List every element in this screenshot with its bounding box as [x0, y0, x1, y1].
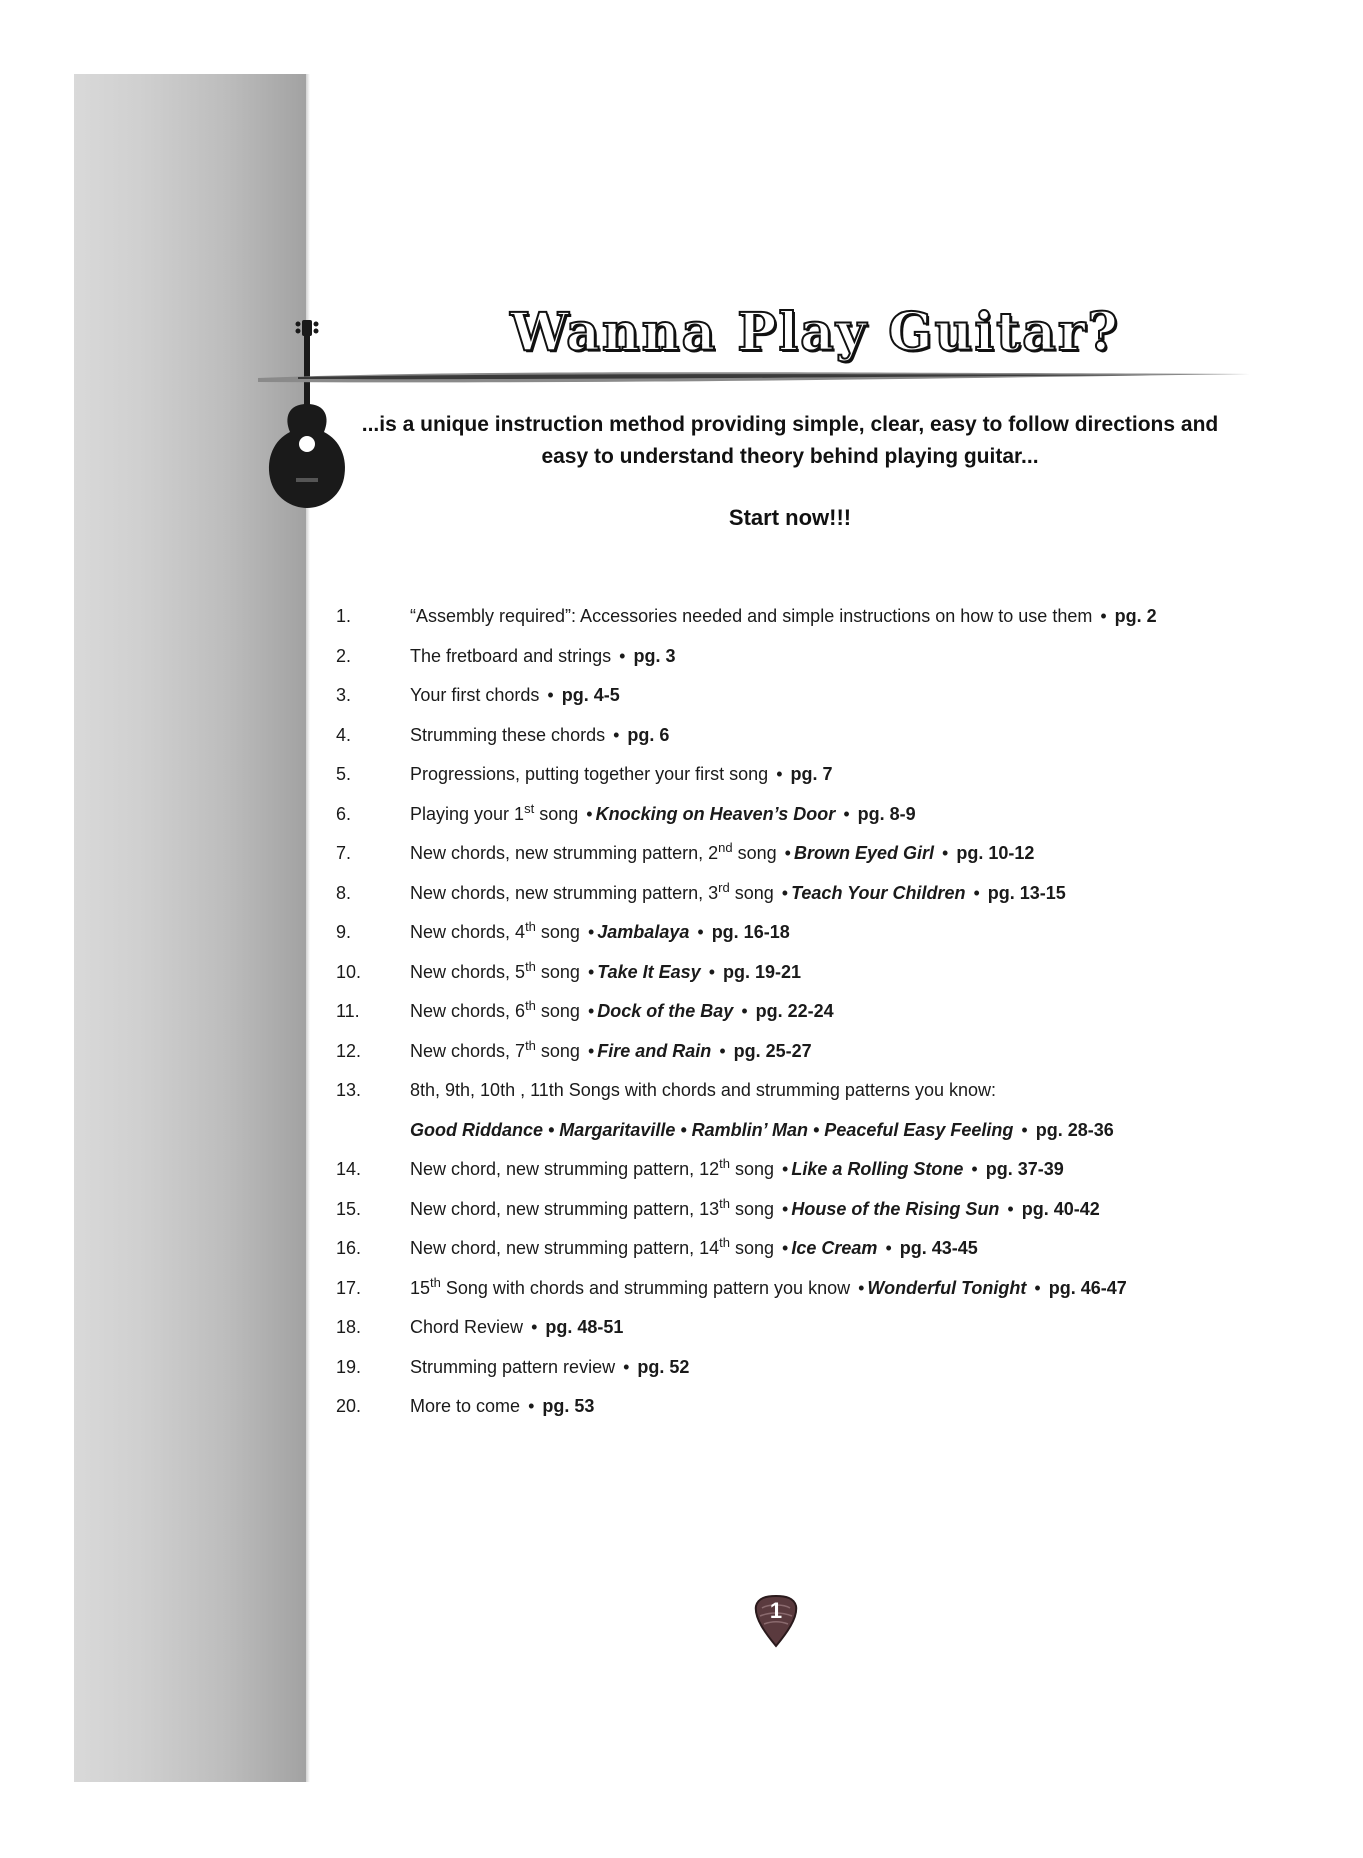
toc-title-rest: song	[535, 1001, 580, 1021]
toc-page: pg. 7	[790, 764, 833, 784]
toc-title: 8th, 9th, 10th , 11th Songs with chords and strumming patterns you know:	[410, 1080, 996, 1100]
toc-text: New chords, 5th song • Take It Easy • pg. 19-21	[410, 958, 802, 982]
toc-page: pg. 46-47	[1048, 1277, 1127, 1298]
toc-number: 6.	[336, 803, 352, 824]
toc-text: More to come • pg. 53	[410, 1396, 595, 1416]
intro-line-1: ...is a unique instruction method providing simple, clear, easy to follow directions and	[361, 413, 1219, 436]
toc-title: New chords, 5	[410, 961, 526, 982]
toc-title-rest: song	[729, 1198, 775, 1219]
toc-row	[336, 758, 1236, 798]
toc-title: Your first chords	[410, 685, 540, 705]
toc-number: 13.	[336, 1080, 362, 1100]
toc-row	[336, 1311, 1236, 1351]
toc-row	[336, 1153, 1236, 1193]
toc-song: Jambalaya	[597, 922, 690, 942]
toc-title-rest: song	[732, 843, 777, 863]
toc-title: New chord, new strumming pattern, 12	[410, 1159, 720, 1179]
toc-row	[336, 1193, 1236, 1233]
toc-text: New chord, new strumming pattern, 13th song • House of the Rising Sun • pg. 40-42	[410, 1195, 1100, 1219]
ordinal-suffix: th	[525, 1037, 536, 1053]
toc-text: Strumming these chords • pg. 6	[410, 724, 670, 745]
ordinal-suffix: rd	[718, 879, 730, 895]
toc-number: 10.	[336, 961, 362, 982]
toc-row	[336, 956, 1236, 996]
title-underline-divider	[258, 366, 1250, 388]
toc-page: pg. 25-27	[733, 1040, 812, 1061]
toc-title-rest: song	[729, 1238, 775, 1258]
toc-title: 15	[410, 1277, 431, 1298]
toc-number: 8.	[336, 882, 352, 903]
toc-text: New chords, new strumming pattern, 2nd song • Brown Eyed Girl • pg. 10-12	[410, 840, 1035, 863]
toc-page: pg. 48-51	[545, 1317, 624, 1337]
start-now-heading: Start now!!!	[728, 505, 852, 530]
toc-text: New chord, new strumming pattern, 12th song • Like a Rolling Stone • pg. 37-39	[410, 1156, 1064, 1179]
toc-text: New chords, new strumming pattern, 3rd song • Teach Your Children • pg. 13-15	[410, 879, 1066, 903]
toc-page: pg. 53	[542, 1396, 595, 1416]
toc-number: 17.	[336, 1277, 362, 1298]
toc-song: Take It Easy	[597, 961, 701, 982]
toc-row	[336, 877, 1236, 917]
intro-line-2: easy to understand theory behind playing guitar...	[541, 445, 1039, 468]
toc-number: 18.	[336, 1317, 362, 1337]
toc-row	[336, 600, 1236, 640]
toc-page: pg. 43-45	[899, 1238, 978, 1258]
toc-row	[336, 1390, 1236, 1430]
ordinal-suffix: th	[719, 1195, 730, 1211]
toc-title-rest: song	[535, 961, 580, 982]
toc-page: pg. 10-12	[956, 843, 1035, 863]
toc-text: Good Riddance • Margaritaville • Ramblin’ Man • Peaceful Easy Feeling • pg. 28-36	[410, 1119, 1114, 1140]
toc-row	[336, 995, 1236, 1035]
toc-title: Playing your 1	[410, 803, 525, 824]
toc-row	[336, 1351, 1236, 1391]
ordinal-suffix: th	[719, 1235, 730, 1250]
toc-text: Strumming pattern review • pg. 52	[410, 1356, 690, 1377]
toc-title: Strumming these chords	[410, 724, 606, 745]
toc-page: pg. 3	[633, 645, 676, 666]
toc-row	[336, 1035, 1236, 1075]
ordinal-suffix: th	[719, 1156, 730, 1171]
toc-title-rest: song	[534, 803, 579, 824]
toc-song: Ice Cream	[791, 1238, 878, 1258]
toc-row	[336, 719, 1236, 759]
toc-text: New chord, new strumming pattern, 14th song • Ice Cream • pg. 43-45	[410, 1235, 978, 1258]
toc-title: Chord Review	[410, 1317, 524, 1337]
toc-song: Like a Rolling Stone	[791, 1159, 964, 1179]
toc-text: Playing your 1st song • Knocking on Heaven’s Door • pg. 8-9	[410, 800, 916, 824]
toc-number: 3.	[336, 685, 352, 705]
toc-song: Brown Eyed Girl	[793, 843, 935, 863]
toc-text: Chord Review • pg. 48-51	[410, 1317, 624, 1337]
toc-number: 19.	[336, 1356, 362, 1377]
toc-page: pg. 28-36	[1035, 1119, 1114, 1140]
toc-row	[336, 1114, 1236, 1154]
toc-page: pg. 13-15	[987, 882, 1066, 903]
toc-number: 9.	[336, 922, 352, 942]
toc-row	[336, 1074, 1236, 1114]
ordinal-suffix: nd	[718, 840, 733, 855]
toc-title-rest: Song with chords and strumming pattern you know	[440, 1277, 851, 1298]
toc-page: pg. 19-21	[723, 961, 802, 982]
toc-page: pg. 40-42	[1021, 1198, 1100, 1219]
toc-row	[336, 679, 1236, 719]
toc-title: New chord, new strumming pattern, 13	[410, 1198, 720, 1219]
toc-page: pg. 16-18	[711, 922, 790, 942]
toc-number: 4.	[336, 724, 352, 745]
toc-song: Fire and Rain	[597, 1040, 712, 1061]
toc-song: House of the Rising Sun	[791, 1198, 1000, 1219]
toc-page: pg. 8-9	[857, 803, 916, 824]
toc-song: Wonderful Tonight	[867, 1277, 1027, 1298]
toc-number: 1.	[336, 606, 352, 626]
toc-title: New chord, new strumming pattern, 14	[410, 1238, 720, 1258]
toc-text: New chords, 4th song • Jambalaya • pg. 16-18	[410, 919, 790, 942]
toc-title: New chords, 6	[410, 1001, 526, 1021]
toc-number: 20.	[336, 1396, 362, 1416]
toc-row	[336, 798, 1236, 838]
toc-number: 14.	[336, 1159, 362, 1179]
toc-title: The fretboard and strings	[410, 645, 612, 666]
toc-song: Teach Your Children	[791, 882, 966, 903]
ordinal-suffix: th	[525, 919, 536, 934]
page-title: Wanna Play Guitar?	[510, 302, 1120, 363]
toc-title: Strumming pattern review	[410, 1356, 616, 1377]
toc-text: New chords, 6th song • Dock of the Bay • pg. 22-24	[410, 998, 834, 1021]
toc-row	[336, 837, 1236, 877]
toc-row	[336, 916, 1236, 956]
toc-title: “Assembly required”: Accessories needed and simple instructions on how to use them	[410, 606, 1093, 626]
toc-title: New chords, 4	[410, 922, 526, 942]
toc-text: “Assembly required”: Accessories needed and simple instructions on how to use them • pg. 2	[410, 606, 1157, 626]
page-number: 1	[769, 1598, 783, 1623]
toc-title-rest: song	[729, 882, 774, 903]
toc-row	[336, 640, 1236, 680]
toc-title: New chords, 7	[410, 1040, 526, 1061]
toc-page: pg. 4-5	[561, 685, 620, 705]
toc-text: New chords, 7th song • Fire and Rain • pg. 25-27	[410, 1037, 812, 1061]
toc-page: pg. 37-39	[985, 1159, 1064, 1179]
toc-number: 2.	[336, 645, 352, 666]
ordinal-suffix: st	[524, 800, 535, 816]
intro-text	[350, 409, 1230, 473]
toc-number: 5.	[336, 764, 352, 784]
toc-page: pg. 52	[637, 1356, 690, 1377]
toc-text: Your first chords • pg. 4-5	[410, 685, 620, 705]
toc-song: Knocking on Heaven’s Door	[595, 803, 836, 824]
toc-number: 12.	[336, 1040, 362, 1061]
toc-number: 7.	[336, 843, 352, 863]
toc-title-rest: song	[535, 1040, 580, 1061]
ordinal-suffix: th	[525, 998, 536, 1013]
toc-title: More to come	[410, 1396, 521, 1416]
toc-title-rest: song	[729, 1159, 775, 1179]
toc-row	[336, 1272, 1236, 1312]
toc-page: pg. 22-24	[755, 1001, 834, 1021]
toc-title: New chords, new strumming pattern, 3	[410, 882, 719, 903]
table-of-contents	[336, 600, 1236, 1430]
ordinal-suffix: th	[430, 1274, 441, 1290]
toc-text: The fretboard and strings • pg. 3	[410, 645, 676, 666]
guitar-icon	[264, 318, 350, 510]
toc-row	[336, 1232, 1236, 1272]
toc-text: 15th Song with chords and strumming pattern you know • Wonderful Tonight • pg. 46-47	[410, 1274, 1127, 1298]
toc-text: Progressions, putting together your first song • pg. 7	[410, 764, 833, 784]
toc-title: Progressions, putting together your first song	[410, 764, 769, 784]
toc-song-list: Good Riddance • Margaritaville • Ramblin’ Man • Peaceful Easy Feeling	[410, 1119, 1014, 1140]
toc-page: pg. 2	[1114, 606, 1157, 626]
toc-title-rest: song	[535, 922, 580, 942]
toc-song: Dock of the Bay	[597, 1001, 734, 1021]
ordinal-suffix: th	[525, 958, 536, 974]
toc-title: New chords, new strumming pattern, 2	[410, 843, 719, 863]
toc-number: 15.	[336, 1198, 362, 1219]
toc-number: 11.	[336, 1001, 360, 1021]
toc-number: 16.	[336, 1238, 362, 1258]
toc-page: pg. 6	[627, 724, 670, 745]
